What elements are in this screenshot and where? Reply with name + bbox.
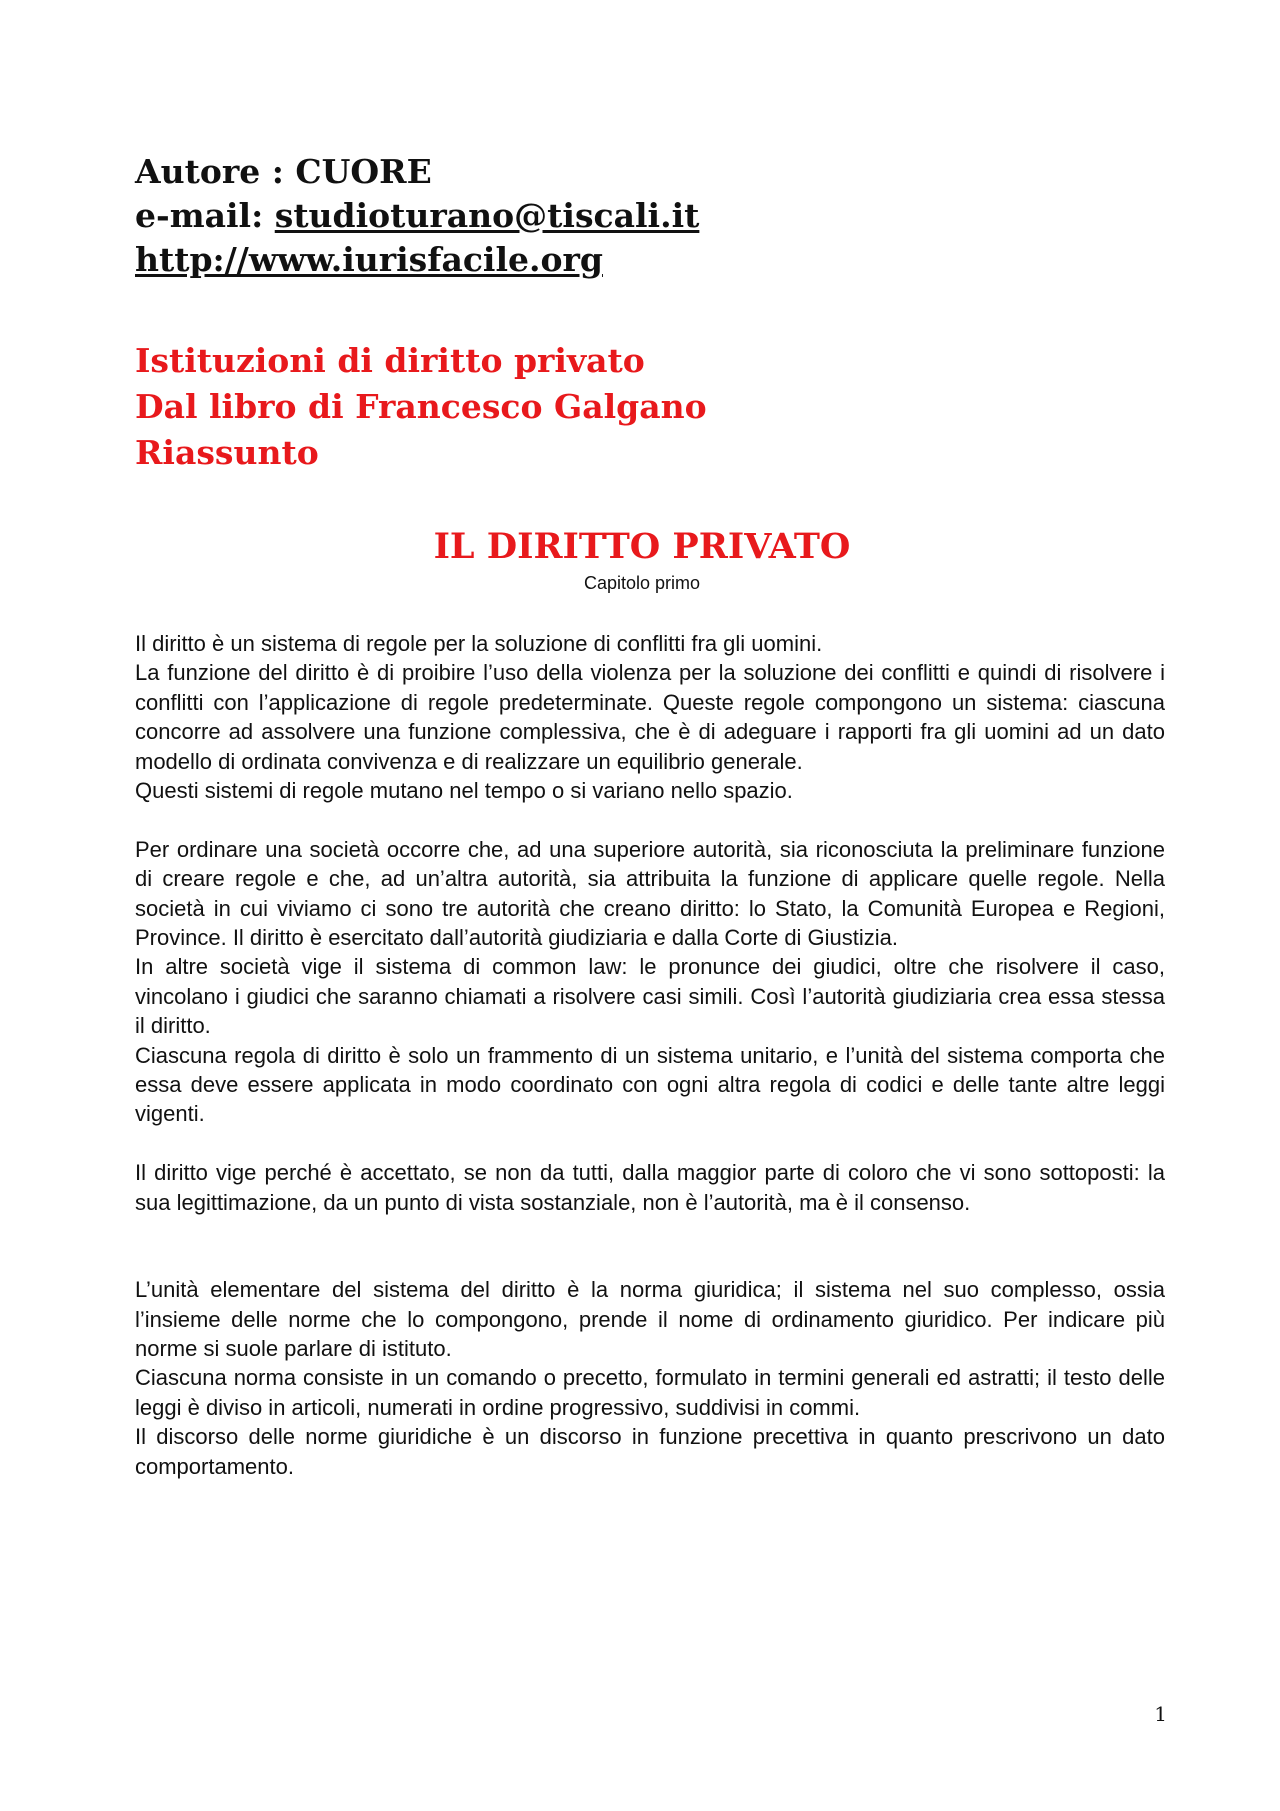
paragraph: Il diritto è un sistema di regole per la soluzione di conflitti fra gli uomini. xyxy=(135,631,823,656)
paragraph: La funzione del diritto è di proibire l’uso della violenza per la soluzione dei conflitti e quindi di risolvere i conflitti con l’applicazione di regole predeterminate. Queste regole compongono un sistema: ciascuna concorre ad assolvere una funzione complessiva, che è di adeguare i rapporti fra gli uomini ad un dato modello di ordinata convivenza e di realizzare un equilibrio generale. xyxy=(135,660,1165,774)
email-label: e-mail: xyxy=(135,196,275,235)
chapter-title: IL DIRITTO PRIVATO xyxy=(433,526,851,567)
paragraph: L’unità elementare del sistema del diritto è la norma giuridica; il sistema nel suo complesso, ossia l’insieme delle norme che lo compongono, prende il nome di ordinamento giuridico. Per indicare più norme si suole parlare di istituto. xyxy=(135,1277,1165,1361)
email-link[interactable]: studioturano@tiscali.it xyxy=(274,196,700,235)
book-title: Istituzioni di diritto privato xyxy=(135,341,645,380)
chapter-subtitle: Capitolo primo xyxy=(583,573,701,593)
author-header xyxy=(135,150,699,282)
email-line xyxy=(135,194,699,238)
book-type: Riassunto xyxy=(135,433,319,472)
author-line: Autore : CUORE xyxy=(135,152,432,191)
website-link[interactable]: http://www.iurisfacile.org xyxy=(135,240,603,279)
paragraph: Per ordinare una società occorre che, ad una superiore autorità, sia riconosciuta la preliminare funzione di creare regole e che, ad un’altra autorità, sia attribuita la funzione di applicare quelle regole. Nella società in cui viviamo ci sono tre autorità che creano diritto: lo Stato, la Comunità Europea e Regioni, Province. Il diritto è esercitato dall’autorità giudiziaria e dalla Corte di Giustizia. xyxy=(135,836,1165,951)
body-text xyxy=(135,629,1165,1481)
book-source: Dal libro di Francesco Galgano xyxy=(135,387,707,426)
paragraph: In altre società vige il sistema di common law: le pronunce dei giudici, oltre che risolvere il caso, vincolano i giudici che saranno chiamati a risolvere casi simili. Così l’autorità giudiziaria crea essa stessa il diritto. xyxy=(135,954,1165,1039)
page-number: 1 xyxy=(1154,1702,1167,1726)
paragraph: Ciascuna regola di diritto è solo un frammento di un sistema unitario, e l’unità del sistema comporta che essa deve essere applicata in modo coordinato con ogni altra regola di codici e delle tante altre leggi vigenti. xyxy=(135,1042,1165,1127)
paragraph: Il diritto vige perché è accettato, se non da tutti, dalla maggior parte di coloro che vi sono sottoposti: la sua legittimazione, da un punto di vista sostanziale, non è l’autorità, ma è il consenso. xyxy=(135,1160,1165,1215)
paragraph: Il discorso delle norme giuridiche è un discorso in funzione precettiva in quanto prescrivono un dato comportamento. xyxy=(135,1424,1165,1479)
paragraph: Questi sistemi di regole mutano nel tempo o si variano nello spazio. xyxy=(135,778,793,804)
paragraph: Ciascuna norma consiste in un comando o precetto, formulato in termini generali ed astratti; il testo delle leggi è diviso in articoli, numerati in ordine progressivo, suddivisi in commi. xyxy=(135,1365,1165,1420)
book-info xyxy=(135,338,707,476)
